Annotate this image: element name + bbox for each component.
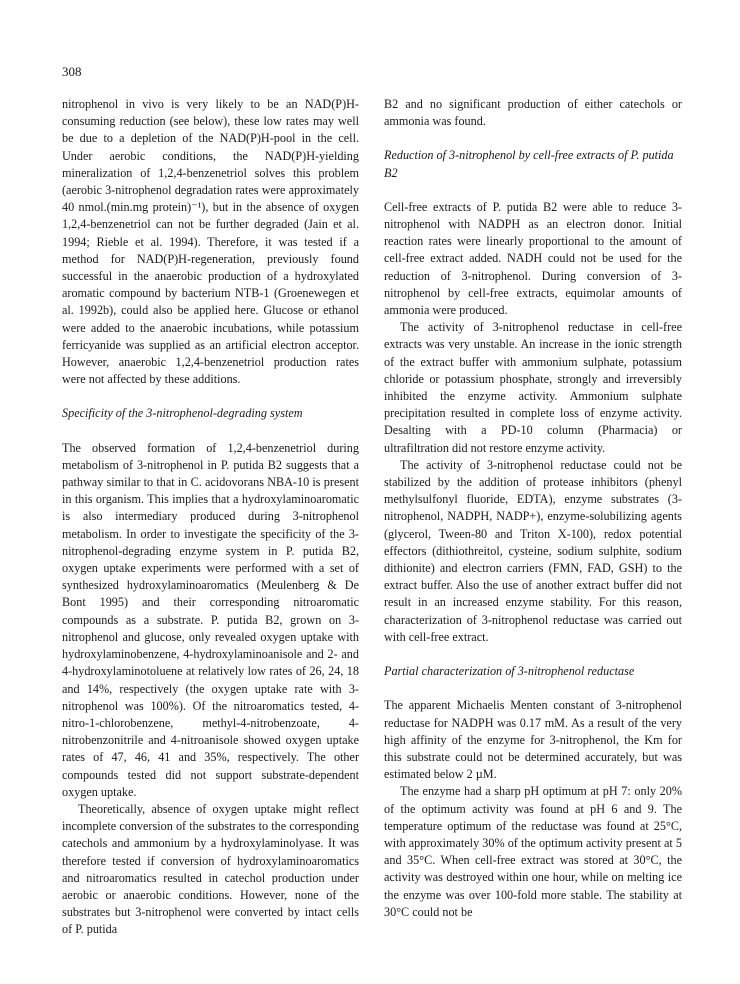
right-paragraph-2: Cell-free extracts of P. putida B2 were able to reduce 3-nitrophenol with NADPH as an electron donor. Initial reaction rates were linearly proportional to the amount of cell-free extract added. NADH could not be used for the reduction of 3-nitrophenol. During conversion of 3-nitrophenol by cell-free extracts, equimolar amounts of ammonia were produced.: [384, 199, 682, 318]
right-column: [384, 96, 682, 921]
section-heading-characterization: Partial characterization of 3-nitrophenol reductase: [384, 664, 635, 679]
page-number: 308: [62, 64, 82, 79]
left-paragraph-2: The observed formation of 1,2,4-benzenetriol during metabolism of 3-nitrophenol in P. putida B2 suggests that a pathway similar to that in C. acidovorans NBA-10 is present in this organism. This implies that a hydroxylaminoaromatic is also intermediary produced during 3-nitrophenol metabolism. In order to investigate the specificity of the 3-nitrophenol-degrading enzyme system in P. putida B2, oxygen uptake experiments were performed with a set of synthesized hydroxylaminoaromatics (Meulenberg & De Bont 1995) and their corresponding nitroaromatic compounds as a substrate. P. putida B2, grown on 3-nitrophenol and glucose, only revealed oxygen uptake with hydroxylaminobenzene, 4-hydroxylaminoanisole and 2- and 4-hydroxylaminotoluene at relatively low rates of 26, 24, 18 and 14%, respectively (the oxygen uptake rate with 3-nitrophenol was 100%). Of the nitroaromatics tested, 4-nitro-1-chlorobenzene, methyl-4-nitrobenzoate, 4-nitrobenzonitrile and 4-nitroanisole showed oxygen uptake rates of 47, 46, 41 and 35%, respectively. The other compounds tested did not support substrate-dependent oxygen uptake.: [62, 440, 359, 799]
right-paragraph-1: B2 and no significant production of either catechols or ammonia was found.: [384, 97, 682, 129]
left-paragraph-1: nitrophenol in vivo is very likely to be an NAD(P)H-consuming reduction (see below), these low rates may well be due to a depletion of the NAD(P)H-pool in the cell. Under aerobic conditions, the NAD(P)H-yielding mineralization of 1,2,4-benzenetriol solves this problem (aerobic 3-nitrophenol degradation rates were approximately 40 nmol.(min.mg protein)⁻¹), but in the absence of oxygen 1,2,4-benzenetriol can not be further degraded (Jain et al. 1994; Rieble et al. 1994). Therefore, it was tested if a method for NAD(P)H-regeneration, previously found successful in the anaerobic production of a hydroxylated aromatic compound by bacterium NTB-1 (Groenewegen et al. 1992b), could also be applied here. Glucose or ethanol were added to the anaerobic incubations, while potassium ferricyanide was supplied as an artificial electron acceptor. However, anaerobic 1,2,4-benzenetriol production rates were not affected by these additions.: [62, 97, 359, 387]
right-paragraph-5: The apparent Michaelis Menten constant of 3-nitrophenol reductase for NADPH was 0.17 mM. As a result of the very high affinity of the enzyme for 3-nitrophenol, the Km for this substrate could not be determined accurately, but was estimated below 2 µM.: [384, 698, 682, 782]
right-paragraph-3: The activity of 3-nitrophenol reductase in cell-free extracts was very unstable. An increase in the ionic strength of the extract buffer with ammonium sulphate, potassium chloride or potassium phosphate, strongly and irreversibly inhibited the enzyme activity. Ammonium sulphate precipitation resulted in complete loss of enzyme activity. Desalting with a PD-10 column (Pharmacia) or ultrafiltration did not restore enzyme activity.: [384, 320, 682, 455]
section-heading-specificity: Specificity of the 3-nitrophenol-degrading system: [62, 406, 303, 421]
left-paragraph-3: Theoretically, absence of oxygen uptake might reflect incomplete conversion of the substrates to the corresponding catechols and ammonium by a hydroxylaminolyase. It was therefore tested if conversion of hydroxylaminoaromatics and nitroaromatics resulted in catechol production under aerobic or anaerobic conditions. However, none of the substrates but 3-nitrophenol were converted by intact cells of P. putida: [62, 801, 359, 937]
right-paragraph-4: The activity of 3-nitrophenol reductase could not be stabilized by the addition of protease inhibitors (phenyl methylsulfonyl fluoride, EDTA), enzyme substrates (3-nitrophenol, NADPH, NADP+), enzyme-solubilizing agents (glycerol, Tween-80 and Triton X-100), redox potential effectors (dithiothreitol, cysteine, sodium sulphite, sodium dithionite) and electron carriers (FMN, FAD, GSH) to the extract buffer. Also the use of another extract buffer did not result in an increased enzyme stability. For this reason, characterization of 3-nitrophenol reductase was carried out with cell-free extract.: [384, 457, 682, 644]
section-heading-reduction: Reduction of 3-nitrophenol by cell-free extracts of P. putida B2: [384, 148, 674, 180]
right-paragraph-6: The enzyme had a sharp pH optimum at pH 7: only 20% of the optimum activity was found at pH 6 and 9. The temperature optimum of the reductase was found at 25°C, with approximately 30% of the optimum activity present at 5 and 35°C. When cell-free extract was stored at 30°C, the activity was destroyed within one hour, while on melting ice the enzyme was over 100-fold more stable. The stability at 30°C could not be: [384, 784, 682, 919]
left-column: [62, 96, 359, 939]
